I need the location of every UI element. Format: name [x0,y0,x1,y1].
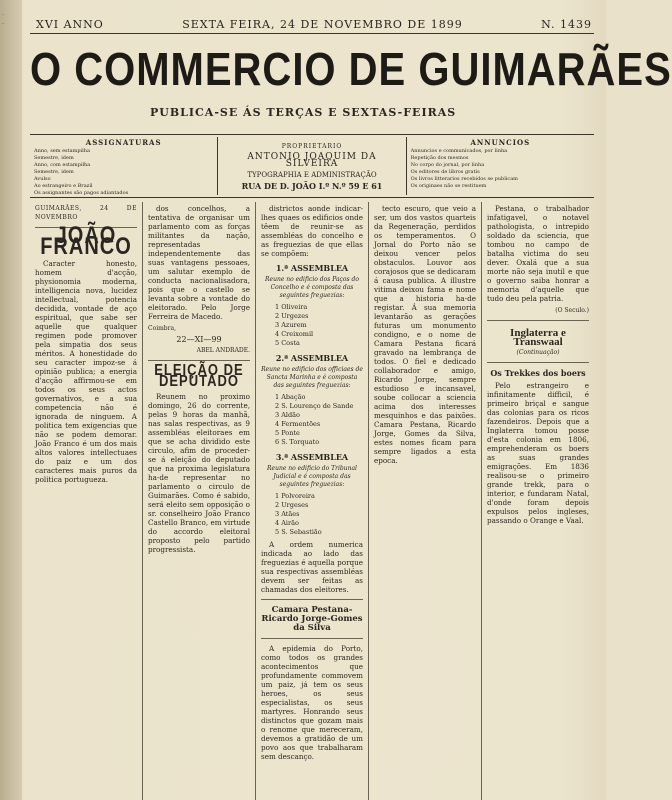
article-text: districtos aonde indicar-lhes quaes os edificios onde têem de reunir-se as assembléas do concelho e as freguezias de que ellas se compõem: [261,204,363,258]
article-text: dos concelhos, a tentativa de organisar um parlamento com as forças militantes da nação, representadas independentemente das suas vantagens pessoaes, um salutar exemplo de conducta nacionalisadora, pois que o castello se levanta sobre a vontade do eleitorado. Pelo Jorge Ferreira de Macedo. [148,204,250,321]
parish-list [275,492,363,537]
assembly-heading: 2.ª ASSEMBLEA [275,353,349,363]
issue-date: SEXTA FEIRA, 24 DE NOVEMBRO DE 1899 [182,18,463,31]
list-item: 5 S. Sebastião [275,528,322,536]
assembly-note: Reune no edificio do Tribunal Judicial e é composta das seguintes freguezias: [267,465,357,488]
ads-line: Os editores de libros gratis [410,169,480,175]
column-1 [30,202,143,800]
subs-line: Semestre, idem [34,155,74,161]
parish-list [275,393,363,447]
subs-line: Ao estrangeiro e Brazil [34,183,93,189]
assembly-heading: 1.ª ASSEMBLEA [275,263,349,273]
assembly-heading: 3.ª ASSEMBLEA [275,452,349,462]
list-item: 1 Abação [275,393,306,401]
headline-eleicao: ELEIÇÃO DE DEPUTADO [154,360,244,390]
list-item: 1 Oliveira [275,303,308,311]
masthead-tagline: PUBLICA-SE ÁS TERÇAS E SEXTAS-FEIRAS [150,106,457,119]
article-columns [30,202,594,800]
list-item: 6 S. Torquato [275,438,320,446]
list-item: 2 S. Lourenço de Sande [275,402,354,410]
list-item: 4 Fermentões [275,420,321,428]
headline-trekkes: Os Trekkes dos boers [490,368,586,378]
binding-edge: . . [0,0,22,800]
ads-line: Annuncios e communicados, por linha [410,148,508,154]
parish-list [275,303,363,348]
list-item: 3 Azurem [275,321,307,329]
ads-title: ANNUNCIOS [470,138,531,147]
source-signature: (O Seculo.) [555,307,589,314]
continuation-note: (Continuação) [516,349,560,356]
list-item: 5 Ponte [275,429,300,437]
headline-camara-pestana: Camara Pestana-Ricardo Jorge-Gomes da Silva [261,605,363,633]
address: RUA DE D. JOÃO I.º N.º 59 E 61 [241,181,383,191]
list-item: 5 Costa [275,339,300,347]
assembly-note: Reune no edificio dos Paços do Concelho e é composta das seguintes freguezias: [265,276,359,299]
subscriptions-title: ASSIGNATURAS [85,138,162,147]
signature: ABEL ANDRADE. [196,347,250,354]
owner-label: PROPRIETARIO [281,143,343,150]
owner-name: ANTONIO JOAQUIM DA SILVEIRA [247,152,377,169]
column-3 [256,202,369,800]
ads-line: Os livros litterarios recebidos se publicam [410,176,518,182]
info-bar [30,137,594,195]
list-item: 2 Urgezes [275,312,309,320]
list-item: 4 Airão [275,519,299,527]
subs-line: Os assignantes são pagos adiantados [34,190,129,196]
subs-line: Anno, sem estampilha [34,148,90,154]
divider [487,362,589,363]
issue-number: N. 1439 [541,18,592,31]
headline-inglaterra: Inglaterra e Transwaal [510,327,566,348]
subs-line: Avulso [34,176,51,182]
year-label: XVI ANNO [36,18,104,31]
article-text: tecto escuro, que veio a ser, um dos vastos quarteis da Regeneração, perdidos os temperamentos. O Jornal do Porto não se deixou vencer pelos obstaculos. Louvor aos corajosos que se dedicaram á causa publica. A illustre vitima deixou fama e nome que a historia ha-de registar. Á sua memoria levantarão as gerações futuras um monumento condigno, e o nome de Camara Pestana ficará gravado na lembrança de todos. O fiel e dedicado collaborador e amigo, Ricardo Jorge, sempre estudioso e incansavel, soube collocar a sciencia acima dos interesses mesquinhos e das paixões. Camara Pestana, Ricardo Jorge, Gomes da Silva, estes nomes ficam para sempre ligados a esta epoca. [374,204,476,465]
article-text: A ordem numerica indicada ao lado das freguezias é aquella porque sua respectivas assembléas devem ser feitas as chamadas dos eleitores. [261,540,363,594]
subscriptions-box [30,137,217,195]
top-line [36,18,592,31]
ads-line: No corpo do jornal, por linha [410,162,485,168]
article-text: Pestana, o trabalhador infatigavel, o notavel pathologista, o intrepido soldado da sciencia, que tombou no campo de batalha victima do seu dever. Oxalá que a sua morte não seja inutil e que o governo saiba honrar a memoria d'aquelle que tudo deu pela patria. [487,204,589,303]
ads-line: Repetição dos mesmos [410,155,469,161]
article-text: Reunem no proximo domingo, 26 do corrente, pelas 9 horas da manhã, nas salas respectivas, as 9 assembléas eleitoraes em que se acha dividido este circulo, afim de proceder-se á eleição do deputado que na proxima legislatura ha-de representar no parlamento o circulo de Guimarães. Como é sabido, será eleito sem opposição o sr. conselheiro João Franco Castello Branco, em virtude do accordo eleitoral proposto pelo partido progressista. [148,392,250,554]
list-item: 3 Atães [275,510,300,518]
divider [261,638,363,639]
place: Coimbra, [148,325,177,332]
divider [30,197,594,198]
column-5 [482,202,594,800]
masthead-title: O COMMERCIO DE GUIMARÃES [30,44,672,96]
print-office: TYPOGRAPHIA E ADMINISTRAÇÃO [247,171,377,179]
list-item: 2 Urgeses [275,501,309,509]
ads-line: Os originaes não se restituem [410,183,487,189]
headline-joao-franco: JOÃO FRANCO [40,222,132,260]
divider [487,320,589,321]
list-item: 3 Aldão [275,411,300,419]
list-item: 1 Polvoreira [275,492,315,500]
divider [30,134,594,135]
article-text: A epidemia do Porto, como todos os grandes acontecimentos que profundamente commovem um paiz, já tem os seus heroes, os seus especialistas, os seus martyres. Honrando seus distinctos que gozam mais o renome que mereceram, devemos a gratidão de um povo aos que trabalharam sem descanço. [261,644,363,761]
subs-line: Semestre, idem [34,169,74,175]
column-2 [143,202,256,800]
article-text: Pelo estrangeiro e infinitamente difficil, é primeiro briçal e sangue das colonias para os ricos fazendeiros. Depois que a Inglaterra tomou posse d'esta colonia em 1806, emprehenderam os boers as suas grandes emigrações. Em 1836 realisou-se o primeiro grande trekk, para o interior, e fundaram Natal, d'onde foram depois expulsos pelos ingleses, passando o Orange e Vaal. [487,381,589,525]
article-text: Caracter honesto, homem d'acção, physionomia moderna, intelligencia nova, lucidez intellectual, potencia decidida, vontade de aço espiritual, que sabe ser aquelle que qualquer regimen pode promover pela simpatia dos seus méritos. A honestidade do seu caracter impoz-se á opinião publica; a energia d'acção affirmou-se em todos os seus actos governativos, e a sua competencia não é ignorada de ninguem. A politica tem exigencias que não se podem demorar. João Franco é um dos mais altos valores intellectuaes do paiz e um dos caracteres mais puros da politica portugueza. [35,259,137,484]
divider [261,599,363,600]
list-item: 4 Creixomil [275,330,314,338]
publisher-box [217,137,406,195]
subs-line: Anno, com estampilha [34,162,91,168]
assembly-note: Reune no edificio dos officiaes de Sancta Marinha e é composta das seguintes freguezias: [261,366,363,389]
divider [30,33,594,34]
article-date: 22—XI—99 [176,335,222,344]
ads-box [407,137,594,195]
column-4 [369,202,482,800]
dateline: GUIMARÃES, 24 DE NOVEMBRO [35,205,137,221]
